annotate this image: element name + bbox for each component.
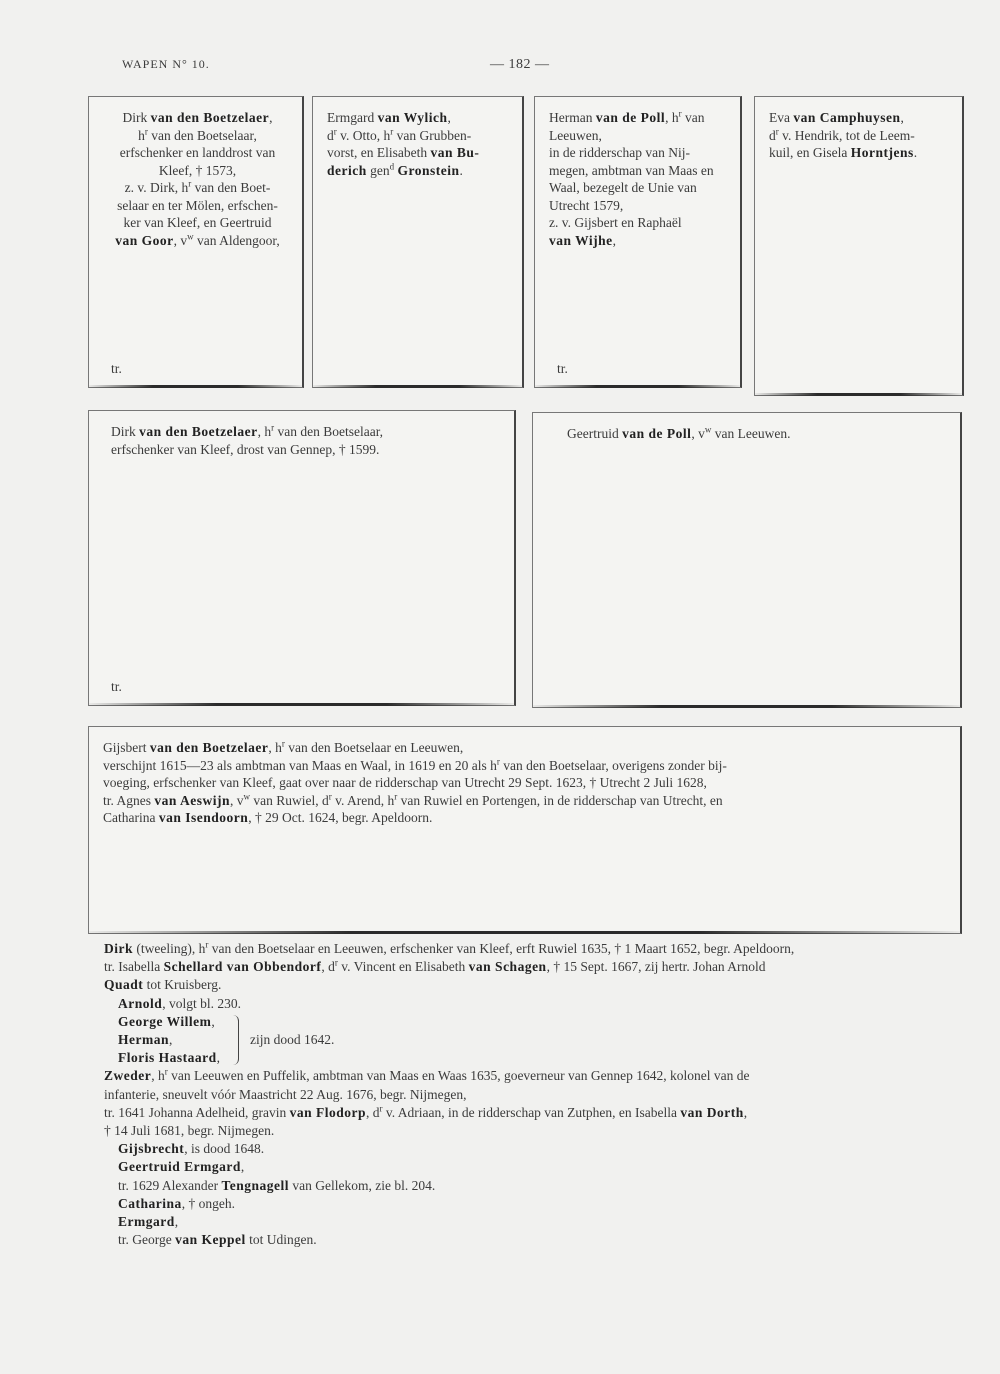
text-line: van Goor, $v^w$ van Aldengoor, — [115, 231, 280, 248]
child-gijsbrecht: Gijsbrecht, is dood 1648. — [118, 1141, 265, 1157]
text-line: Ermgard van Wylich, — [327, 110, 451, 125]
card-gijsbert — [88, 726, 962, 934]
text-line: erfschenker en landdrost van — [119, 145, 276, 160]
text-line: megen, ambtman van Maas en — [549, 162, 714, 178]
text-line: infanterie, sneuvelt vóór Maastricht 22 Aug. 1676, begr. Nijmegen, — [104, 1086, 467, 1102]
marriage-mark: tr. — [111, 361, 122, 376]
text-line: Quadt tot Kruisberg. — [104, 977, 222, 993]
plate-label: WAPEN N° 10. — [122, 57, 210, 71]
child-geertruid — [104, 1158, 944, 1194]
child-zweder — [104, 1067, 944, 1140]
bracketed-names — [118, 1013, 944, 1068]
text-line: selaar en ter Mölen, erfschen- — [117, 197, 278, 213]
card-geertruid-van-de-poll — [532, 412, 962, 708]
text-line: ker van Kleef, en Geertruid — [123, 215, 272, 230]
text-line: z. v. Dirk, $h^r$ van den Boet- — [124, 178, 271, 195]
text-line: kuil, en Gisela Horntjens. — [769, 145, 918, 160]
child-dirk — [104, 940, 944, 995]
card-text — [103, 109, 292, 249]
text-line: vorst, en Elisabeth van Bu- — [327, 145, 480, 160]
card-ermgard-van-wylich — [312, 96, 524, 388]
text-line: z. v. Gijsbert en Raphaël — [549, 215, 682, 230]
bracket-note: zijn dood 1642. — [250, 1031, 335, 1047]
card-text — [111, 423, 504, 458]
text-line: Dirk (tweeling), $h^r$ van den Boetselaar en Leeuwen, erfschenker van Kleef, erft Ruwiel 1635, † 1 Maart 1652, begr. Apeldoorn, — [104, 939, 795, 956]
text-line: Gijsbert van den Boetzelaer, $h^r$ van den Boetselaar en Leeuwen, — [103, 738, 464, 755]
child-ermgard — [104, 1213, 944, 1249]
text-line: Geertruid van de Poll, $v^w$ van Leeuwen. — [567, 424, 791, 441]
text-line: verschijnt 1615—23 als ambtman van Maas en Waal, in 1619 en 20 als $h^r$ van den Boetselaar, overigens zonder bij- — [103, 756, 727, 773]
text-line: tr. 1641 Johanna Adelheid, gravin van Flodorp, $d^r$ v. Adriaan, in de ridderschap van Zutphen, en Isabella van Dorth, — [104, 1103, 748, 1120]
child-catharina: Catharina, † ongeh. — [118, 1195, 236, 1211]
text-line: Ermgard, — [118, 1214, 179, 1230]
bracketed-children — [104, 1013, 944, 1068]
page-number: — 182 — — [490, 57, 550, 72]
marriage-mark: tr. — [111, 679, 122, 694]
text-line: Geertruid Ermgard, — [118, 1159, 245, 1175]
text-line: $d^r$ v. Otto, $h^r$ van Grubben- — [327, 126, 472, 143]
text-line: tr. Agnes van Aeswijn, $v^w$ van Ruwiel, $d^r$ v. Arend, $h^r$ van Ruwiel en Portengen, in de ridderschap van Utrecht, en — [103, 791, 723, 808]
card-text — [769, 109, 952, 162]
child-arnold: Arnold, volgt bl. 230. — [118, 995, 242, 1011]
text-line: Dirk van den Boetzelaer, — [122, 110, 273, 125]
text-line: Eva van Camphuysen, — [769, 110, 904, 125]
text-line: erfschenker van Kleef, drost van Gennep, † 1599. — [111, 441, 380, 457]
text-line: Herman van de Poll, $h^r$ van — [549, 108, 705, 125]
text-line: tr. George van Keppel tot Udingen. — [118, 1232, 317, 1248]
text-line: Waal, bezegelt de Unie van — [549, 180, 697, 195]
text-line: † 14 Juli 1681, begr. Nijmegen. — [104, 1123, 275, 1139]
text-line: George Willem, — [118, 1013, 215, 1029]
text-line: $d^r$ v. Hendrik, tot de Leem- — [769, 126, 915, 143]
text-line: Catharina van Isendoorn, † 29 Oct. 1624, begr. Apeldoorn. — [103, 810, 433, 825]
card-dirk-1573 — [88, 96, 304, 388]
brace-mark — [232, 1015, 239, 1065]
marriage-mark: tr. — [557, 361, 568, 376]
text-line: voeging, erfschenker van Kleef, gaat over naar de ridderschap van Utrecht 29 Sept. 1623, † Utrecht 2 Juli 1628, — [103, 775, 707, 790]
card-dirk-1599 — [88, 410, 516, 706]
card-text — [103, 739, 946, 827]
text-line: Utrecht 1579, — [549, 197, 624, 213]
card-text — [327, 109, 512, 179]
children-list — [104, 940, 944, 1249]
card-text — [567, 425, 950, 443]
text-line: in de ridderschap van Nij- — [549, 145, 690, 160]
text-line: tr. Isabella Schellard van Obbendorf, $d^r$ v. Vincent en Elisabeth van Schagen, † 15 Sept. 1667, zij hertr. Johan Arnold — [104, 957, 766, 975]
card-eva-van-camphuysen — [754, 96, 964, 396]
card-herman-van-de-poll — [534, 96, 742, 388]
text-line: $h^r$ van den Boetselaar, — [138, 126, 257, 143]
text-line: Kleef, † 1573, — [158, 162, 237, 178]
text-line: Leeuwen, — [549, 127, 602, 143]
text-line: Dirk van den Boetzelaer, $h^r$ van den Boetselaar, — [111, 422, 384, 439]
text-line: tr. 1629 Alexander Tengnagell van Gellekom, zie bl. 204. — [118, 1177, 436, 1193]
text-line: Herman, — [118, 1032, 173, 1048]
text-line: Zweder, $h^r$ van Leeuwen en Puffelik, ambtman van Maas en Waas 1635, goeverneur van Gennep 1642, kolonel van de — [104, 1066, 750, 1084]
text-line: Floris Hastaard, — [118, 1050, 220, 1066]
card-text — [549, 109, 730, 249]
text-line: van Wijhe, — [549, 232, 617, 248]
text-line: derich gen$^d$ Gronstein. — [327, 161, 463, 178]
